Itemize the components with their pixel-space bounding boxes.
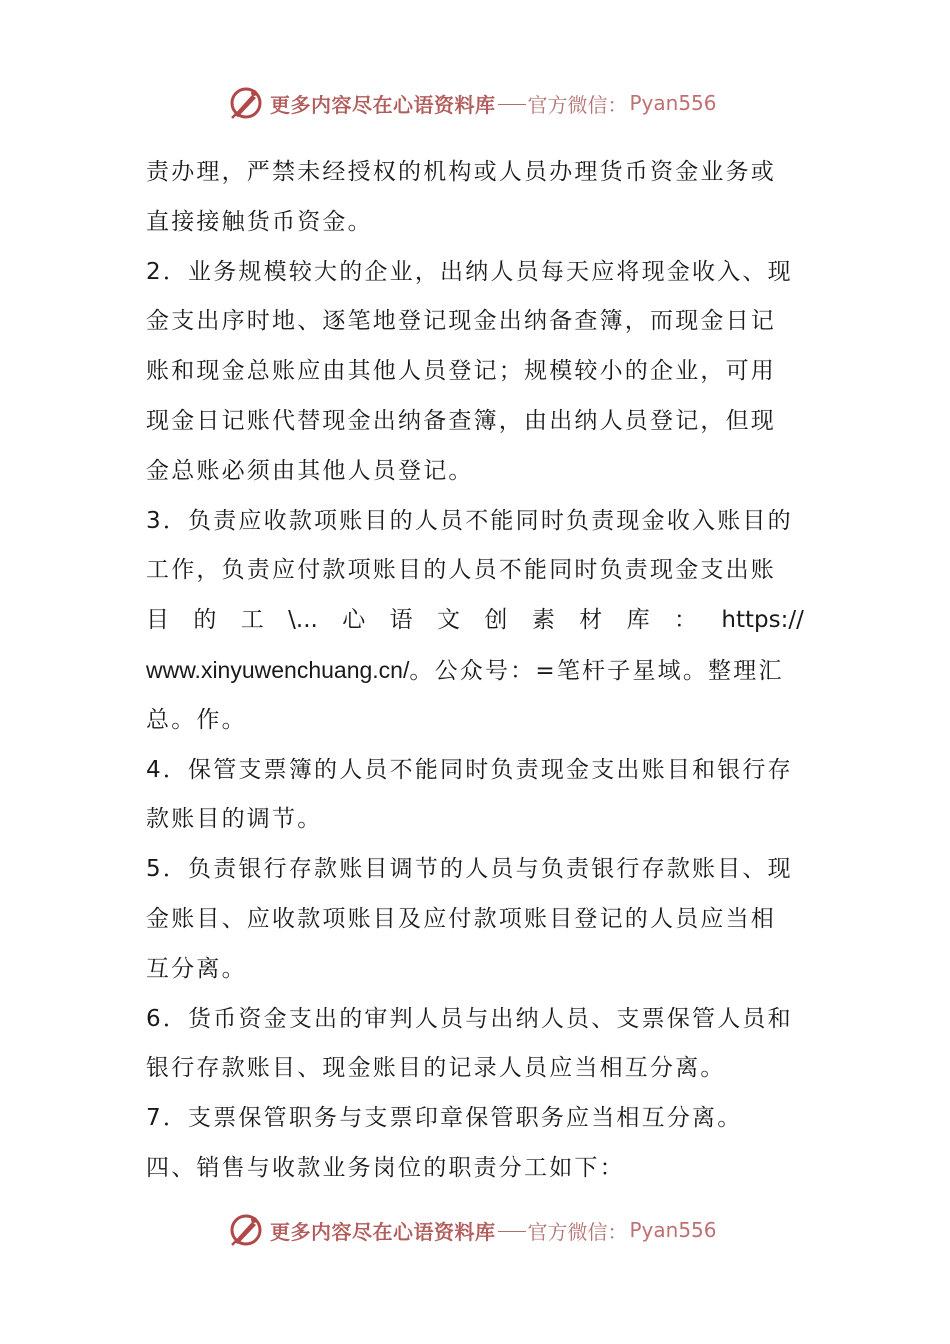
glyph: 素	[531, 607, 555, 634]
text-line: 账和现金总账应由其他人员登记；规模较小的企业，可用	[146, 358, 776, 385]
header-wechat-id: Pyan556	[629, 91, 717, 115]
glyph: \...	[288, 607, 318, 634]
glyph: 工	[240, 607, 264, 634]
document-body	[146, 148, 804, 1194]
text-line: 金总账必须由其他人员登记。	[146, 457, 474, 484]
text-line: 3．负责应收款项账目的人员不能同时负责现金收入账目的	[146, 507, 793, 534]
text-line: 金支出序时地、逐笔地登记现金出纳备查簿，而现金日记	[146, 308, 776, 335]
text-line: 款账目的调节。	[146, 806, 323, 833]
section-heading: 四、销售与收款业务岗位的职责分工如下：	[146, 1154, 625, 1181]
text-line: 总。作。	[146, 706, 247, 733]
justified-text-line	[146, 596, 804, 646]
url-text-line	[146, 646, 804, 696]
text-line: 银行存款账目、现金账目的记录人员应当相互分离。	[146, 1055, 726, 1082]
header-watermark-banner	[228, 83, 748, 123]
text-line: 6．货币资金支出的审判人员与出纳人员、支票保管人员和	[146, 1005, 793, 1032]
footer-watermark-banner	[228, 1210, 748, 1250]
glyph: ：	[673, 607, 697, 634]
glyph: 心	[342, 607, 366, 634]
glyph: 材	[579, 607, 603, 634]
text-line: 现金日记账代替现金出纳备查簿，由出纳人员登记，但现	[146, 407, 776, 434]
glyph: 创	[484, 607, 508, 634]
pen-logo-icon	[228, 85, 264, 121]
header-separator	[498, 104, 526, 105]
url-line-tail: 。公众号：=笔杆子星域。整理汇	[409, 657, 784, 684]
glyph: 库	[626, 607, 650, 634]
url-prefix: https://	[721, 607, 804, 634]
text-line: 责办理，严禁未经授权的机构或人员办理货币资金业务或	[146, 159, 776, 185]
text-line: 直接接触货币资金。	[146, 208, 373, 235]
pen-logo-icon	[228, 1212, 264, 1248]
glyph: 目	[146, 607, 169, 634]
footer-brand-text: 更多内容尽在心语资料库	[270, 1219, 496, 1244]
text-line: 互分离。	[146, 955, 247, 982]
header-brand-text: 更多内容尽在心语资料库	[270, 92, 496, 117]
glyph: 文	[437, 607, 461, 634]
website-url: www.xinyuwenchuang.cn/	[146, 656, 410, 683]
footer-wechat-id: Pyan556	[629, 1218, 717, 1242]
text-line: 2．业务规模较大的企业，出纳人员每天应将现金收入、现	[146, 258, 793, 285]
text-line: 4．保管支票簿的人员不能同时负责现金支出账目和银行存	[146, 756, 793, 783]
glyph: 的	[193, 607, 217, 634]
text-line: 金账目、应收款项账目及应付款项账目登记的人员应当相	[146, 905, 776, 932]
text-line: 工作，负责应付款项账目的人员不能同时负责现金支出账	[146, 557, 776, 584]
footer-separator	[498, 1231, 526, 1232]
text-line: 7．支票保管职务与支票印章保管职务应当相互分离。	[146, 1105, 743, 1132]
glyph: 语	[389, 607, 413, 634]
footer-wechat-label: 官方微信：	[527, 1219, 628, 1244]
header-wechat-label: 官方微信：	[527, 92, 628, 117]
text-line: 5．负责银行存款账目调节的人员与负责银行存款账目、现	[146, 856, 793, 883]
